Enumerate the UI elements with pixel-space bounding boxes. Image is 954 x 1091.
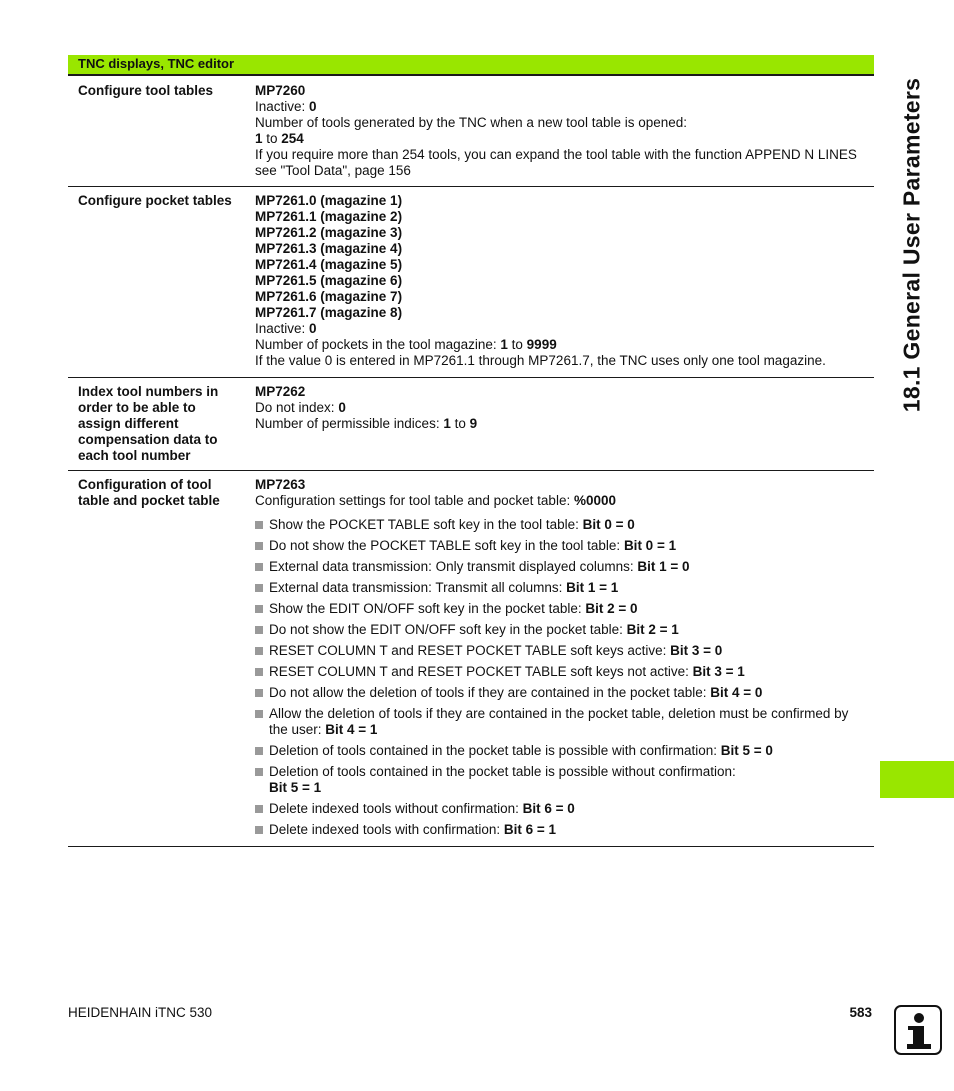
value-text: MP7261.7 (magazine 8) [255, 305, 403, 320]
bit-option-item [255, 743, 867, 759]
row-label: Configure pocket tables [78, 193, 232, 208]
content-line [255, 384, 867, 400]
bullet-square-icon [255, 647, 263, 655]
row-content [255, 193, 867, 369]
content-line [255, 400, 867, 416]
description-text: Number of pockets in the tool magazine: [255, 337, 501, 352]
value-text: Bit 6 = 0 [522, 801, 575, 816]
content-line [255, 99, 867, 115]
value-text: Bit 3 = 1 [692, 664, 745, 679]
value-text: MP7261.5 (magazine 6) [255, 273, 403, 288]
value-text: Bit 6 = 1 [503, 822, 557, 837]
bullet-square-icon [255, 542, 263, 550]
description-text: to [507, 337, 527, 352]
value-text: 1 [500, 337, 508, 352]
description-text: External data transmission: Only transmit displayed columns: [269, 559, 638, 574]
section-header-bar [68, 55, 874, 76]
value-text: MP7261.2 (magazine 3) [255, 225, 403, 240]
value-text: Bit 1 = 0 [637, 559, 690, 574]
bit-option-item [255, 685, 867, 701]
section-header-title: TNC displays, TNC editor [78, 56, 235, 71]
value-text: Bit 5 = 0 [720, 743, 773, 758]
bit-option-item [255, 822, 867, 838]
bit-option-item [255, 517, 867, 533]
row-content [255, 384, 867, 432]
footer-product-name: HEIDENHAIN iTNC 530 [68, 1005, 213, 1020]
value-text: Bit 4 = 0 [710, 685, 763, 700]
value-text: MP7261.3 (magazine 4) [255, 241, 403, 256]
description-text: Delete indexed tools with confirmation: [269, 822, 504, 837]
bullet-square-icon [255, 768, 263, 776]
value-text: MP7263 [255, 477, 306, 492]
value-text: Bit 4 = 1 [325, 722, 378, 737]
bit-option-item [255, 559, 867, 575]
bullet-square-icon [255, 605, 263, 613]
row-label: Configure tool tables [78, 83, 213, 98]
description-text: Configuration settings for tool table and pocket table: [255, 493, 574, 508]
value-text: Bit 0 = 1 [623, 538, 677, 553]
bit-option-item [255, 706, 867, 738]
value-text: MP7261.4 (magazine 5) [255, 257, 403, 272]
row-label: Configuration of tool table and pocket table [78, 477, 220, 508]
description-text: RESET COLUMN T and RESET POCKET TABLE soft keys not active: [269, 664, 693, 679]
value-text: Bit 0 = 0 [582, 517, 635, 532]
parameter-row-index-tool-numbers [68, 377, 874, 471]
description-text: Do not show the EDIT ON/OFF soft key in the pocket table: [269, 622, 627, 637]
description-text: Deletion of tools contained in the pocket table is possible with confirmation: [269, 743, 721, 758]
value-text: MP7261.0 (magazine 1) [255, 193, 403, 208]
content-line [255, 337, 867, 353]
content-line [255, 147, 867, 179]
bullet-square-icon [255, 826, 263, 834]
bullet-square-icon [255, 668, 263, 676]
content-line [255, 416, 867, 432]
description-text: RESET COLUMN T and RESET POCKET TABLE soft keys active: [269, 643, 671, 658]
content-line [255, 225, 867, 241]
row-content [255, 477, 867, 843]
bullet-square-icon [255, 805, 263, 813]
bit-option-item [255, 580, 867, 596]
description-text: Delete indexed tools without confirmation: [269, 801, 523, 816]
footer-page-number: 583 [849, 1005, 872, 1020]
value-text: 0 [338, 400, 346, 415]
bullet-square-icon [255, 563, 263, 571]
description-text: Do not allow the deletion of tools if they are contained in the pocket table: [269, 685, 711, 700]
value-text: Bit 3 = 0 [670, 643, 723, 658]
value-text: %0000 [573, 493, 616, 508]
info-icon [894, 1005, 942, 1055]
bullet-square-icon [255, 710, 263, 718]
content-line [255, 493, 867, 509]
content-line [255, 477, 867, 493]
value-text: MP7260 [255, 83, 306, 98]
description-text: to [450, 416, 470, 431]
chapter-side-title-text: 18.1 General User Parameters [898, 77, 925, 413]
row-content [255, 83, 867, 179]
value-text: Bit 1 = 1 [566, 580, 619, 595]
description-text: Deletion of tools contained in the pocket table is possible without confirmation: [269, 764, 736, 779]
content-line [255, 257, 867, 273]
bit-option-item [255, 622, 867, 638]
value-text: 1 [443, 416, 451, 431]
value-text: Bit 5 = 1 [269, 780, 322, 795]
content-line [255, 241, 867, 257]
description-text: Show the POCKET TABLE soft key in the tool table: [269, 517, 583, 532]
value-text: 9 [469, 416, 478, 431]
content-line [255, 209, 867, 225]
content-line [255, 273, 867, 289]
bit-options-list [255, 517, 867, 838]
value-text: 254 [281, 131, 304, 146]
description-text: If you require more than 254 tools, you can expand the tool table with the function APPEND N LINES see "Tool Data", page 156 [255, 147, 857, 178]
description-text: External data transmission: Transmit all columns: [269, 580, 567, 595]
description-text: to [262, 131, 282, 146]
description-text: Do not index: [255, 400, 339, 415]
description-text: Inactive: [255, 321, 310, 336]
value-text: 0 [309, 321, 317, 336]
chapter-tab-marker [880, 761, 954, 798]
value-text: MP7261.1 (magazine 2) [255, 209, 403, 224]
bit-option-item [255, 538, 867, 554]
bit-option-item [255, 601, 867, 617]
bullet-square-icon [255, 626, 263, 634]
bit-option-item [255, 764, 867, 796]
content-line [255, 83, 867, 99]
description-text: Show the EDIT ON/OFF soft key in the pocket table: [269, 601, 586, 616]
bullet-square-icon [255, 747, 263, 755]
value-text: 9999 [526, 337, 557, 352]
parameter-row-configure-tool-tables [68, 76, 874, 187]
content-line [255, 305, 867, 321]
bit-option-item [255, 801, 867, 817]
description-text: Number of permissible indices: [255, 416, 444, 431]
row-label: Index tool numbers in order to be able to assign different compensation data to each tool number [78, 384, 219, 463]
description-text: Inactive: [255, 99, 310, 114]
content-line [255, 321, 867, 337]
description-text: Number of tools generated by the TNC when a new tool table is opened: [255, 115, 688, 130]
content-line [255, 353, 867, 369]
parameter-row-configuration-tool-pocket-table [68, 470, 874, 847]
parameter-row-configure-pocket-tables [68, 186, 874, 378]
value-text: 0 [309, 99, 317, 114]
bit-option-item [255, 643, 867, 659]
description-text: Allow the deletion of tools if they are contained in the pocket table, deletion must be confirmed by the user: [269, 706, 849, 737]
content-line [255, 131, 867, 147]
value-text: MP7262 [255, 384, 306, 399]
content-line [255, 115, 867, 131]
value-text: MP7261.6 (magazine 7) [255, 289, 403, 304]
content-line [255, 193, 867, 209]
description-text: If the value 0 is entered in MP7261.1 through MP7261.7, the TNC uses only one tool magazine. [255, 353, 826, 368]
bullet-square-icon [255, 584, 263, 592]
value-text: Bit 2 = 1 [626, 622, 679, 637]
value-text: 1 [255, 131, 263, 146]
bit-option-item [255, 664, 867, 680]
bullet-square-icon [255, 521, 263, 529]
description-text: Do not show the POCKET TABLE soft key in the tool table: [269, 538, 624, 553]
chapter-side-title [890, 77, 934, 413]
content-line [255, 289, 867, 305]
value-text: Bit 2 = 0 [585, 601, 638, 616]
bullet-square-icon [255, 689, 263, 697]
